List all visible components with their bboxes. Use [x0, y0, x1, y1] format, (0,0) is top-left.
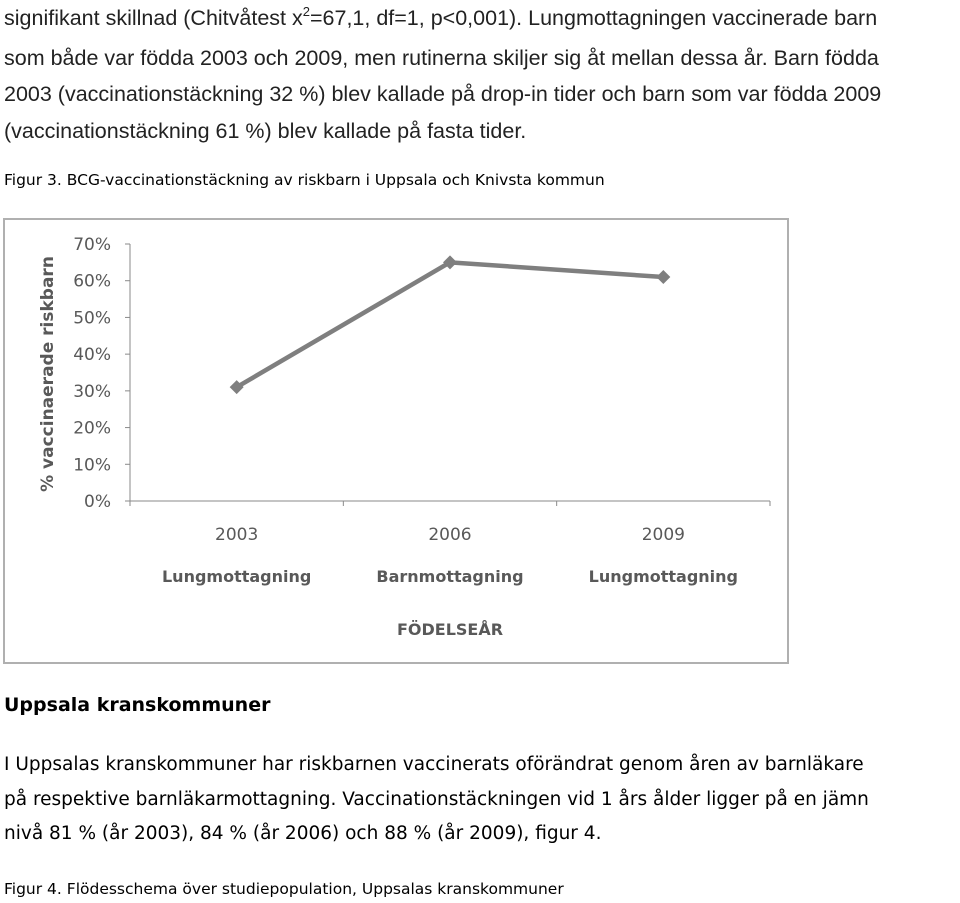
x-category-sublabel: Lungmottagning — [588, 567, 739, 586]
text-segment: =67,1, df=1, p<0,001). Lungmottagningen vaccinerade barn — [309, 6, 878, 30]
intro-paragraph — [4, 0, 960, 149]
text-segment: signifikant skillnad (Chitvåtest x — [4, 6, 303, 30]
figure-4-caption: Figur 4. Flödesschema över studiepopulation, Uppsalas kranskommuner — [4, 880, 564, 898]
data-point-marker — [656, 270, 670, 284]
paragraph-line: (vaccinationstäckning 61 %) blev kallade på fasta tider. — [4, 118, 527, 143]
y-tick-label: 60% — [73, 271, 111, 292]
paragraph-line: nivå 81 % (år 2003), 84 % (år 2006) och 88 % (år 2009), figur 4. — [4, 823, 602, 844]
x-axis-title: FÖDELSEÅR — [396, 620, 504, 639]
paragraph-line: 2003 (vaccinationstäckning 32 %) blev kallade på drop-in tider och barn som var födda 2009 — [4, 82, 882, 106]
y-axis-title: % vaccinaerade riskbarn — [38, 256, 58, 492]
superscript: 2 — [302, 4, 310, 19]
y-tick-label: 40% — [73, 345, 111, 366]
paragraph-line: på respektive barnläkarmottagning. Vaccinationstäckningen vid 1 års ålder ligger på en jämn — [4, 788, 869, 810]
x-tick-label: 2006 — [428, 525, 472, 545]
section-heading: Uppsala kranskommuner — [4, 694, 271, 716]
x-tick-label: 2003 — [215, 525, 259, 545]
y-tick-label: 20% — [73, 418, 111, 439]
series-line — [237, 262, 664, 387]
y-tick-label: 0% — [84, 492, 111, 512]
paragraph-line — [4, 0, 960, 40]
y-tick-label: 50% — [73, 308, 111, 329]
chart-figure-3 — [3, 218, 789, 664]
figure-3-caption: Figur 3. BCG-vaccinationstäckning av riskbarn i Uppsala och Knivsta kommun — [4, 171, 605, 189]
line-chart — [5, 220, 791, 666]
y-tick-label: 70% — [73, 235, 111, 255]
paragraph-line: som både var födda 2003 och 2009, men rutinerna skiljer sig åt mellan dessa år. Barn födda — [4, 45, 879, 70]
x-category-sublabel: Barnmottagning — [376, 567, 524, 586]
x-tick-label: 2009 — [641, 525, 685, 545]
y-tick-label: 30% — [73, 381, 111, 402]
x-category-sublabel: Lungmottagning — [161, 567, 312, 586]
kranskommuner-paragraph — [4, 748, 960, 852]
y-tick-label: 10% — [73, 455, 111, 476]
paragraph-line: I Uppsalas kranskommuner har riskbarnen vaccinerats oförändrat genom åren av barnläkare — [4, 754, 864, 775]
